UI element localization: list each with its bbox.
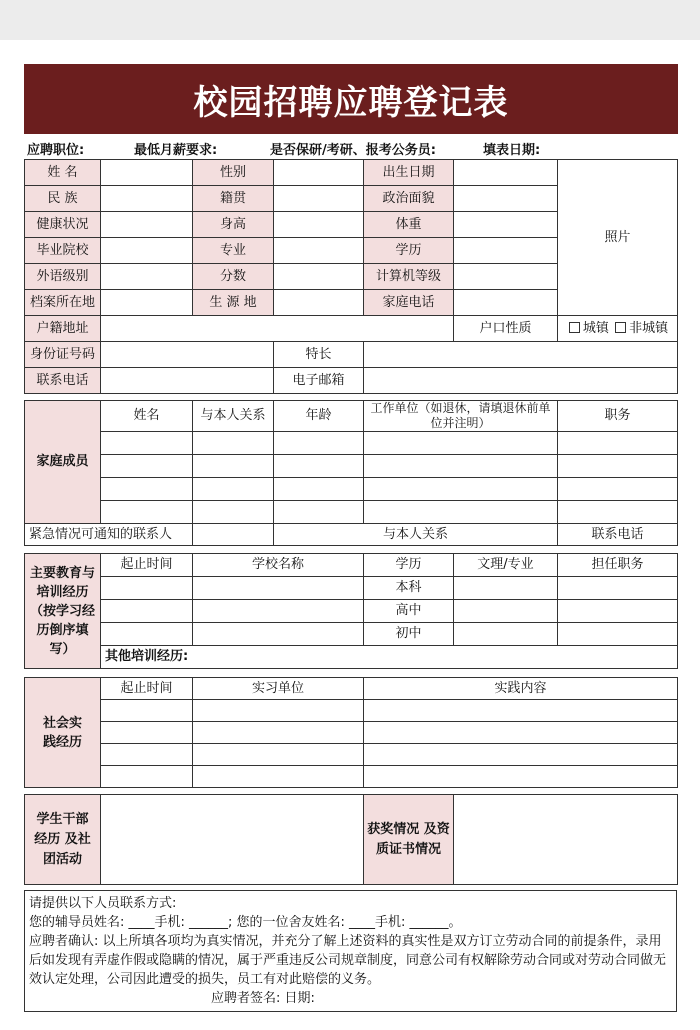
cadre-field[interactable] xyxy=(101,795,364,885)
label-hukou-addr: 户籍地址 xyxy=(25,316,101,342)
cadre-table xyxy=(24,794,678,885)
family-cell[interactable] xyxy=(101,432,193,455)
other-training[interactable]: 其他培训经历: xyxy=(101,646,678,669)
field-hukou-addr[interactable] xyxy=(101,316,454,342)
basic-info-table xyxy=(24,159,678,394)
form-title: 校园招聘应聘登记表 xyxy=(24,64,678,134)
edu-cell[interactable] xyxy=(193,600,364,623)
family-cell[interactable] xyxy=(364,478,558,501)
top-bar xyxy=(0,0,700,40)
family-header: 工作单位（如退休，请填退休前单位并注明） xyxy=(364,401,558,432)
label-archive: 档案所在地 xyxy=(25,290,101,316)
rural-label: 非城镇 xyxy=(629,320,669,336)
practice-cell[interactable] xyxy=(193,744,364,766)
family-table xyxy=(24,400,678,546)
contact-request: 请提供以下人员联系方式: xyxy=(29,896,177,911)
field-specialty[interactable] xyxy=(364,342,678,368)
label-homephone: 家庭电话 xyxy=(364,290,454,316)
edu-cell[interactable] xyxy=(101,623,193,646)
field-major[interactable] xyxy=(274,238,364,264)
field-homephone[interactable] xyxy=(454,290,558,316)
edu-cell[interactable] xyxy=(193,623,364,646)
label-lang: 外语级别 xyxy=(25,264,101,290)
family-cell[interactable] xyxy=(193,501,274,524)
family-cell[interactable] xyxy=(274,432,364,455)
field-height[interactable] xyxy=(274,212,364,238)
label-ethnic: 民 族 xyxy=(25,186,101,212)
emergency-phone-label: 联系电话 xyxy=(558,524,678,546)
awards-field[interactable] xyxy=(454,795,678,885)
family-cell[interactable] xyxy=(558,455,678,478)
practice-cell[interactable] xyxy=(101,722,193,744)
edu-header: 文理/专业 xyxy=(454,554,558,577)
edu-level: 本科 xyxy=(364,577,454,600)
label-computer: 计算机等级 xyxy=(364,264,454,290)
family-cell[interactable] xyxy=(101,501,193,524)
field-gender[interactable] xyxy=(274,160,364,186)
meta-date: 填表日期: xyxy=(483,143,541,158)
family-cell[interactable] xyxy=(364,432,558,455)
field-name[interactable] xyxy=(101,160,193,186)
practice-cell[interactable] xyxy=(101,766,193,788)
practice-cell[interactable] xyxy=(193,722,364,744)
emergency-label: 紧急情况可通知的联系人 xyxy=(25,524,193,546)
field-lang[interactable] xyxy=(101,264,193,290)
practice-cell[interactable] xyxy=(364,700,678,722)
label-native: 籍贯 xyxy=(193,186,274,212)
label-birth: 出生日期 xyxy=(364,160,454,186)
urban-checkbox[interactable] xyxy=(569,322,580,333)
family-cell[interactable] xyxy=(101,455,193,478)
rural-checkbox[interactable] xyxy=(615,322,626,333)
practice-label: 社会实践经历 xyxy=(25,678,101,788)
emergency-relation-label: 与本人关系 xyxy=(274,524,558,546)
family-cell[interactable] xyxy=(193,432,274,455)
signature-line[interactable]: 应聘者签名: 日期: xyxy=(211,991,315,1006)
family-cell[interactable] xyxy=(558,501,678,524)
contact-fields[interactable]: 您的辅导员姓名: ____手机: ______; 您的一位舍友姓名: ____手机: ______。 xyxy=(29,915,462,930)
label-weight: 体重 xyxy=(364,212,454,238)
label-name: 姓 名 xyxy=(25,160,101,186)
awards-label: 获奖情况 及资质证书情况 xyxy=(364,795,454,885)
edu-cell[interactable] xyxy=(558,577,678,600)
photo-box[interactable]: 照片 xyxy=(558,160,678,316)
practice-header: 实习单位 xyxy=(193,678,364,700)
field-health[interactable] xyxy=(101,212,193,238)
field-score[interactable] xyxy=(274,264,364,290)
edu-header: 起止时间 xyxy=(101,554,193,577)
family-cell[interactable] xyxy=(274,455,364,478)
family-cell[interactable] xyxy=(558,432,678,455)
edu-header: 担任职务 xyxy=(558,554,678,577)
field-degree[interactable] xyxy=(454,238,558,264)
practice-cell[interactable] xyxy=(101,700,193,722)
family-cell[interactable] xyxy=(364,455,558,478)
practice-cell[interactable] xyxy=(193,700,364,722)
label-score: 分数 xyxy=(193,264,274,290)
edu-header: 学校名称 xyxy=(193,554,364,577)
label-specialty: 特长 xyxy=(274,342,364,368)
edu-cell[interactable] xyxy=(101,600,193,623)
field-political[interactable] xyxy=(454,186,558,212)
label-height: 身高 xyxy=(193,212,274,238)
family-header: 职务 xyxy=(558,401,678,432)
family-cell[interactable] xyxy=(193,455,274,478)
hukou-type-options xyxy=(558,316,678,342)
education-label: 主要教育与培训经历（按学习经历倒序填写） xyxy=(25,554,101,669)
edu-cell[interactable] xyxy=(558,600,678,623)
family-cell[interactable] xyxy=(274,501,364,524)
practice-cell[interactable] xyxy=(364,744,678,766)
family-cell[interactable] xyxy=(193,478,274,501)
label-source: 生 源 地 xyxy=(193,290,274,316)
practice-cell[interactable] xyxy=(364,722,678,744)
education-table xyxy=(24,553,678,669)
label-school: 毕业院校 xyxy=(25,238,101,264)
meta-salary: 最低月薪要求: xyxy=(134,143,218,158)
field-native[interactable] xyxy=(274,186,364,212)
declaration-text: 应聘者确认: 以上所填各项均为真实情况，并充分了解上述资料的真实性是双方订立劳动合同的前提条件，录用后如发现有弄虚作假或隐瞒的情况，属于严重违反公司规章制度，同意公司有权解除劳动合同或对劳动合同做无效认定处理，公司因此遭受的损失，员工有对此赔偿的义务。 xyxy=(29,934,667,987)
family-cell[interactable] xyxy=(274,478,364,501)
label-phone: 联系电话 xyxy=(25,368,101,394)
practice-table xyxy=(24,677,678,788)
label-hukou-type: 户口性质 xyxy=(454,316,558,342)
edu-level: 高中 xyxy=(364,600,454,623)
edu-cell[interactable] xyxy=(454,600,558,623)
field-weight[interactable] xyxy=(454,212,558,238)
emergency-name-field[interactable] xyxy=(193,524,274,546)
label-political: 政治面貌 xyxy=(364,186,454,212)
label-idcard: 身份证号码 xyxy=(25,342,101,368)
label-health: 健康状况 xyxy=(25,212,101,238)
label-degree: 学历 xyxy=(364,238,454,264)
family-label: 家庭成员 xyxy=(25,401,101,524)
field-birth[interactable] xyxy=(454,160,558,186)
meta-position: 应聘职位: xyxy=(27,143,85,158)
family-header: 姓名 xyxy=(101,401,193,432)
edu-cell[interactable] xyxy=(454,623,558,646)
field-ethnic[interactable] xyxy=(101,186,193,212)
field-email[interactable] xyxy=(364,368,678,394)
field-computer[interactable] xyxy=(454,264,558,290)
edu-level: 初中 xyxy=(364,623,454,646)
urban-label: 城镇 xyxy=(582,320,609,336)
field-idcard[interactable] xyxy=(101,342,274,368)
cadre-label: 学生干部经历 及社团活动 xyxy=(25,795,101,885)
practice-cell[interactable] xyxy=(364,766,678,788)
family-cell[interactable] xyxy=(558,478,678,501)
edu-header: 学历 xyxy=(364,554,454,577)
family-cell[interactable] xyxy=(101,478,193,501)
edu-cell[interactable] xyxy=(558,623,678,646)
field-source[interactable] xyxy=(274,290,364,316)
edu-cell[interactable] xyxy=(101,577,193,600)
field-school[interactable] xyxy=(101,238,193,264)
family-header: 与本人关系 xyxy=(193,401,274,432)
declaration-box xyxy=(24,890,677,1012)
edu-cell[interactable] xyxy=(454,577,558,600)
field-archive[interactable] xyxy=(101,290,193,316)
label-gender: 性别 xyxy=(193,160,274,186)
practice-header: 起止时间 xyxy=(101,678,193,700)
label-email: 电子邮箱 xyxy=(274,368,364,394)
edu-cell[interactable] xyxy=(193,577,364,600)
label-major: 专业 xyxy=(193,238,274,264)
field-phone[interactable] xyxy=(101,368,274,394)
practice-header: 实践内容 xyxy=(364,678,678,700)
practice-cell[interactable] xyxy=(193,766,364,788)
family-header: 年龄 xyxy=(274,401,364,432)
practice-cell[interactable] xyxy=(101,744,193,766)
family-cell[interactable] xyxy=(364,501,558,524)
meta-grad: 是否保研/考研、报考公务员: xyxy=(270,143,436,158)
